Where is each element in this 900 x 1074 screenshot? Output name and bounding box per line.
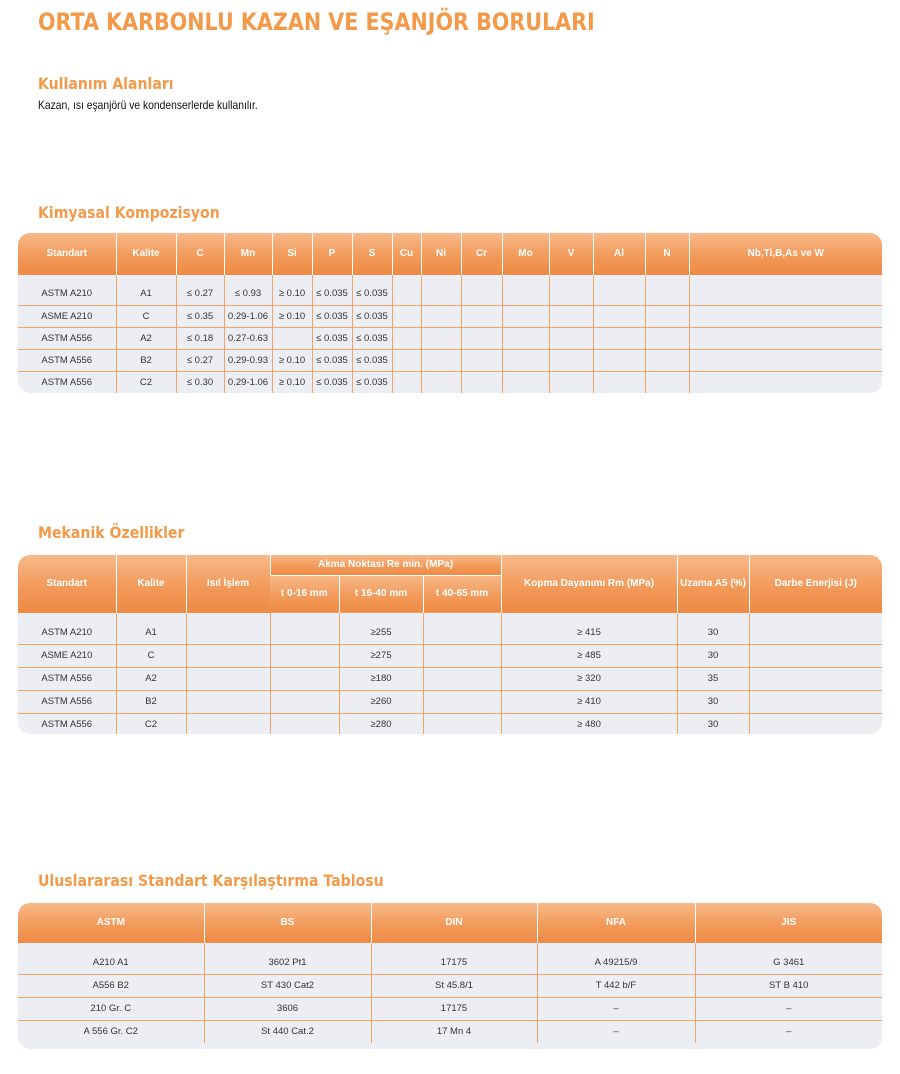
table-row bbox=[18, 305, 882, 327]
table-row bbox=[18, 667, 882, 690]
table-cell: C2 bbox=[116, 371, 176, 393]
table-cell: ST 430 Cat2 bbox=[204, 974, 371, 997]
header-c: C bbox=[176, 233, 224, 275]
header-t-16-40: t 16-40 mm bbox=[339, 575, 423, 613]
spacer-cell bbox=[423, 613, 501, 621]
table-cell bbox=[749, 713, 882, 734]
table-cell bbox=[421, 305, 461, 327]
table-cell bbox=[645, 327, 689, 349]
table-cell bbox=[593, 305, 645, 327]
header-al: Al bbox=[593, 233, 645, 275]
table-cell bbox=[645, 283, 689, 305]
spacer-cell bbox=[501, 613, 677, 621]
table-cell bbox=[186, 621, 270, 644]
table-cell bbox=[749, 690, 882, 713]
table-cell: – bbox=[695, 1020, 882, 1043]
table-cell bbox=[423, 690, 501, 713]
header-kalite: Kalite bbox=[116, 555, 186, 613]
table-row bbox=[18, 690, 882, 713]
table-cell: A1 bbox=[116, 283, 176, 305]
spacer-cell bbox=[677, 613, 749, 621]
table-cell bbox=[645, 349, 689, 371]
table-cell: ≤ 0.035 bbox=[312, 327, 352, 349]
table-cell: ≥280 bbox=[339, 713, 423, 734]
table-cell: ≥260 bbox=[339, 690, 423, 713]
header-nfa: NFA bbox=[537, 903, 695, 943]
table-cell: ≤ 0.035 bbox=[312, 305, 352, 327]
spacer-cell bbox=[339, 613, 423, 621]
table-cell: 3602 Pt1 bbox=[204, 951, 371, 974]
table-cell: A2 bbox=[116, 667, 186, 690]
table-cell bbox=[186, 690, 270, 713]
spacer-cell bbox=[176, 275, 224, 283]
header-n: N bbox=[645, 233, 689, 275]
table-cell bbox=[549, 349, 593, 371]
table-cell bbox=[461, 349, 502, 371]
table-cell bbox=[749, 644, 882, 667]
header-s: S bbox=[352, 233, 392, 275]
table-cell bbox=[392, 327, 421, 349]
header-bs: BS bbox=[204, 903, 371, 943]
table-cell bbox=[392, 305, 421, 327]
table-cell bbox=[593, 349, 645, 371]
table-cell bbox=[689, 283, 882, 305]
table-cell: ≤ 0.35 bbox=[176, 305, 224, 327]
table-row bbox=[18, 283, 882, 305]
table-cell: ≥255 bbox=[339, 621, 423, 644]
table-cell bbox=[423, 644, 501, 667]
spacer-cell bbox=[645, 275, 689, 283]
table-cell: St 45.8/1 bbox=[371, 974, 537, 997]
table-spacer bbox=[18, 275, 882, 283]
table-cell bbox=[645, 371, 689, 393]
table-cell: 210 Gr. C bbox=[18, 997, 204, 1020]
table-spacer bbox=[18, 613, 882, 621]
table-cell: ≥ 485 bbox=[501, 644, 677, 667]
table-cell: ASTM A210 bbox=[41, 288, 93, 300]
table-cell: ASTM A556 bbox=[18, 349, 116, 371]
comparison-heading: Uluslararası Standart Karşılaştırma Tablosu bbox=[38, 871, 384, 890]
table-row bbox=[18, 349, 882, 371]
table-cell bbox=[421, 349, 461, 371]
mechanical-table bbox=[18, 555, 882, 734]
table-cell: C2 bbox=[116, 713, 186, 734]
spacer-cell bbox=[224, 275, 272, 283]
table-cell: ≥ 320 bbox=[501, 667, 677, 690]
spacer-cell bbox=[116, 275, 176, 283]
table-cell: ≤ 0.035 bbox=[352, 327, 392, 349]
table-cell: 0.29-0.93 bbox=[224, 349, 272, 371]
spacer-cell bbox=[461, 275, 502, 283]
header-kalite: Kalite bbox=[116, 233, 176, 275]
spacer-cell bbox=[421, 275, 461, 283]
table-cell bbox=[270, 713, 339, 734]
table-cell bbox=[689, 349, 882, 371]
table-cell: ASTM A556 bbox=[18, 327, 116, 349]
table-row bbox=[18, 327, 882, 349]
table-cell bbox=[549, 305, 593, 327]
table-cell bbox=[593, 327, 645, 349]
table-cell: 30 bbox=[677, 621, 749, 644]
table-cell: ≤ 0.30 bbox=[176, 371, 224, 393]
spacer-cell bbox=[392, 275, 421, 283]
table-cell: 35 bbox=[677, 667, 749, 690]
header-cr: Cr bbox=[461, 233, 502, 275]
table-cell bbox=[423, 667, 501, 690]
chemical-table-body bbox=[18, 275, 882, 393]
table-row bbox=[18, 713, 882, 734]
table-cell bbox=[461, 327, 502, 349]
table-cell: 0.27-0.63 bbox=[224, 327, 272, 349]
header-mn: Mn bbox=[224, 233, 272, 275]
table-cell: 17 Mn 4 bbox=[371, 1020, 537, 1043]
table-cell: ≥ 0.10 bbox=[272, 283, 312, 305]
usage-text: Kazan, ısı eşanjörü ve kondenserlerde kullanılır. bbox=[38, 98, 258, 112]
spacer-cell bbox=[749, 613, 882, 621]
table-cell: A210 A1 bbox=[92, 956, 129, 968]
header-v: V bbox=[549, 233, 593, 275]
table-cell: ≤ 0.035 bbox=[312, 371, 352, 393]
table-cell bbox=[270, 690, 339, 713]
spacer-cell bbox=[204, 943, 371, 951]
table-cell bbox=[270, 667, 339, 690]
table-cell: 17175 bbox=[371, 997, 537, 1020]
table-cell: G 3461 bbox=[695, 951, 882, 974]
table-cell: ≥ 480 bbox=[501, 713, 677, 734]
page-title: ORTA KARBONLU KAZAN VE EŞANJÖR BORULARI bbox=[38, 8, 595, 36]
spacer-cell bbox=[352, 275, 392, 283]
table-cell: St 440 Cat.2 bbox=[204, 1020, 371, 1043]
table-cell: 3606 bbox=[204, 997, 371, 1020]
table-row bbox=[18, 1020, 882, 1043]
header-standart: Standart bbox=[18, 555, 116, 613]
table-cell bbox=[461, 371, 502, 393]
spacer-cell bbox=[371, 943, 537, 951]
header-astm: ASTM bbox=[18, 903, 204, 943]
table-cell bbox=[392, 283, 421, 305]
table-cell bbox=[421, 283, 461, 305]
table-cell: 0.29-1.06 bbox=[224, 371, 272, 393]
table-cell bbox=[549, 283, 593, 305]
table-cell: 30 bbox=[677, 644, 749, 667]
table-cell: ≤ 0.035 bbox=[312, 349, 352, 371]
table-cell bbox=[272, 327, 312, 349]
table-cell: ≥ 415 bbox=[501, 621, 677, 644]
table-cell: 30 bbox=[677, 690, 749, 713]
table-cell bbox=[645, 305, 689, 327]
table-cell: C bbox=[116, 305, 176, 327]
table-cell: A556 B2 bbox=[18, 974, 204, 997]
table-cell: A2 bbox=[116, 327, 176, 349]
table-cell: ≤ 0.18 bbox=[176, 327, 224, 349]
usage-heading: Kullanım Alanları bbox=[38, 74, 174, 93]
table-cell bbox=[502, 327, 549, 349]
table-cell: ≤ 0.27 bbox=[176, 349, 224, 371]
spacer-cell bbox=[689, 275, 882, 283]
table-cell: ≥ 0.10 bbox=[272, 305, 312, 327]
table-cell: ≤ 0.035 bbox=[352, 283, 392, 305]
spacer-cell bbox=[116, 613, 186, 621]
table-cell bbox=[689, 305, 882, 327]
table-cell: A 49215/9 bbox=[537, 951, 695, 974]
mechanical-heading: Mekanik Özellikler bbox=[38, 523, 185, 542]
table-row bbox=[18, 997, 882, 1020]
table-cell bbox=[749, 621, 882, 644]
table-cell: A1 bbox=[116, 621, 186, 644]
table-cell: ≥ 410 bbox=[501, 690, 677, 713]
header-isil-islem: Isıl İşlem bbox=[186, 555, 270, 613]
comparison-table bbox=[18, 903, 882, 1049]
table-cell: ≤ 0.93 bbox=[224, 283, 272, 305]
header-ni: Ni bbox=[421, 233, 461, 275]
table-cell: ≤ 0.27 bbox=[176, 283, 224, 305]
comparison-table-body bbox=[18, 943, 882, 1043]
table-cell: C bbox=[116, 644, 186, 667]
table-cell bbox=[186, 713, 270, 734]
chemical-heading: Kimyasal Kompozisyon bbox=[38, 203, 220, 222]
table-row bbox=[18, 644, 882, 667]
table-cell bbox=[549, 327, 593, 349]
table-cell bbox=[270, 621, 339, 644]
chemical-table bbox=[18, 233, 882, 393]
table-cell bbox=[421, 327, 461, 349]
header-akma-noktasi: Akma Noktası Re min. (MPa) bbox=[270, 555, 501, 575]
table-cell bbox=[421, 371, 461, 393]
spacer-cell bbox=[537, 943, 695, 951]
spacer-cell bbox=[272, 275, 312, 283]
header-standart: Standart bbox=[18, 233, 116, 275]
spacer-cell bbox=[695, 943, 882, 951]
table-cell bbox=[186, 667, 270, 690]
table-cell bbox=[186, 644, 270, 667]
header-uzama: Uzama A5 (%) bbox=[677, 555, 749, 613]
spacer-cell bbox=[502, 275, 549, 283]
table-cell bbox=[689, 371, 882, 393]
table-cell: – bbox=[695, 997, 882, 1020]
table-cell: A 556 Gr. C2 bbox=[18, 1020, 204, 1043]
header-cu: Cu bbox=[392, 233, 421, 275]
table-cell: ASTM A556 bbox=[18, 667, 116, 690]
spacer-cell bbox=[270, 613, 339, 621]
table-cell: B2 bbox=[116, 690, 186, 713]
table-cell: ≤ 0.035 bbox=[352, 349, 392, 371]
table-cell: ASTM A556 bbox=[18, 371, 116, 393]
table-cell: ≥ 0.10 bbox=[272, 371, 312, 393]
table-spacer bbox=[18, 943, 882, 951]
header-mo: Mo bbox=[502, 233, 549, 275]
spacer-cell bbox=[18, 943, 204, 951]
table-cell: ASTM A556 bbox=[18, 690, 116, 713]
header-kopma-dayanimi: Kopma Dayanımı Rm (MPa) bbox=[501, 555, 677, 613]
table-cell: ≥275 bbox=[339, 644, 423, 667]
table-cell bbox=[270, 644, 339, 667]
header-nb-ti-b-as-w: Nb,Ti,B,As ve W bbox=[689, 233, 882, 275]
header-si: Si bbox=[272, 233, 312, 275]
spacer-cell bbox=[186, 613, 270, 621]
table-cell bbox=[461, 305, 502, 327]
table-cell: ASME A210 bbox=[18, 305, 116, 327]
header-din: DIN bbox=[371, 903, 537, 943]
table-row bbox=[18, 974, 882, 997]
header-jis: JIS bbox=[695, 903, 882, 943]
table-cell: 0.29-1.06 bbox=[224, 305, 272, 327]
spacer-cell bbox=[18, 275, 116, 283]
spacer-cell bbox=[549, 275, 593, 283]
table-row bbox=[18, 371, 882, 393]
table-cell: ≤ 0.035 bbox=[312, 283, 352, 305]
table-cell bbox=[749, 667, 882, 690]
table-cell: ≥ 0.10 bbox=[272, 349, 312, 371]
table-cell: 17175 bbox=[371, 951, 537, 974]
table-cell bbox=[502, 305, 549, 327]
table-cell bbox=[502, 349, 549, 371]
table-cell bbox=[502, 283, 549, 305]
table-cell bbox=[423, 621, 501, 644]
header-p: P bbox=[312, 233, 352, 275]
table-cell: ASTM A556 bbox=[18, 713, 116, 734]
table-cell bbox=[392, 349, 421, 371]
table-cell bbox=[593, 283, 645, 305]
table-cell: T 442 b/F bbox=[537, 974, 695, 997]
table-row bbox=[18, 621, 882, 644]
table-cell: B2 bbox=[116, 349, 176, 371]
header-t-40-65: t 40-65 mm bbox=[423, 575, 501, 613]
table-cell bbox=[593, 371, 645, 393]
table-cell bbox=[461, 283, 502, 305]
table-cell: – bbox=[537, 1020, 695, 1043]
mechanical-table-body bbox=[18, 613, 882, 734]
table-cell: ST B 410 bbox=[695, 974, 882, 997]
table-cell: ≤ 0.035 bbox=[352, 305, 392, 327]
spacer-cell bbox=[593, 275, 645, 283]
table-cell: ASME A210 bbox=[18, 644, 116, 667]
table-cell: 30 bbox=[677, 713, 749, 734]
table-cell: ASTM A210 bbox=[41, 626, 93, 638]
header-t-0-16: t 0-16 mm bbox=[270, 575, 339, 613]
table-cell: – bbox=[537, 997, 695, 1020]
table-cell: ≤ 0.035 bbox=[352, 371, 392, 393]
table-cell: ≥180 bbox=[339, 667, 423, 690]
spacer-cell bbox=[18, 613, 116, 621]
table-cell bbox=[549, 371, 593, 393]
table-row bbox=[18, 951, 882, 974]
table-cell bbox=[502, 371, 549, 393]
table-cell bbox=[392, 371, 421, 393]
spacer-cell bbox=[312, 275, 352, 283]
table-cell bbox=[423, 713, 501, 734]
table-cell bbox=[689, 327, 882, 349]
header-darbe-enerjisi: Darbe Enerjisi (J) bbox=[749, 555, 882, 613]
